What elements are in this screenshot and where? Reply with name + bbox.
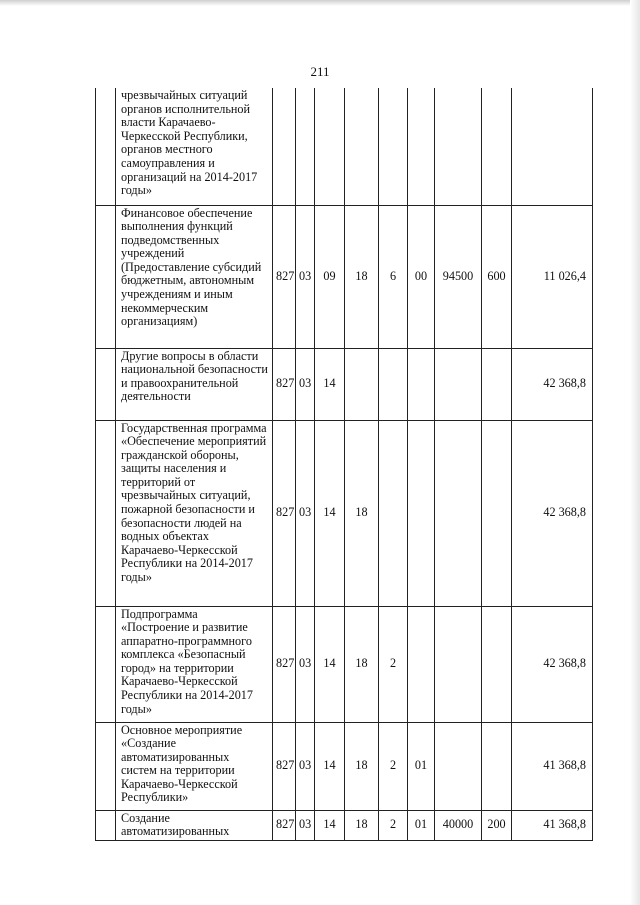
subprogram-code-cell: 2	[379, 810, 408, 840]
event-code-cell	[408, 606, 435, 722]
subprogram-code-cell	[379, 420, 408, 606]
ministry-code-cell: 827	[273, 722, 296, 810]
item-name-cell: Финансовое обеспечение выполнения функций подведомственных учреждений (Предоставление субсидий бюджетным, автономным учреждениям и иным некоммерческим организациям)	[116, 205, 273, 348]
direction-code-cell: 94500	[435, 205, 482, 348]
expense-type-cell	[482, 722, 512, 810]
table-row	[96, 810, 593, 840]
item-name-cell: Государственная программа «Обеспечение мероприятий гражданской обороны, защиты населения и территорий от чрезвычайных ситуаций, пожарной безопасности и безопасности людей на водных объектах Карачаево-Черкесской Республики на 2014-2017 годы»	[116, 420, 273, 606]
section-code-cell	[296, 88, 315, 205]
item-name-cell: Основное мероприятие «Создание автоматизированных систем на территории Карачаево-Черкесской Республики»	[116, 722, 273, 810]
row-number-cell	[96, 205, 116, 348]
ministry-code-cell: 827	[273, 420, 296, 606]
amount-cell: 42 368,8	[512, 420, 593, 606]
scan-edge-top	[0, 0, 640, 6]
subprogram-code-cell: 6	[379, 205, 408, 348]
expense-type-cell	[482, 606, 512, 722]
table-row	[96, 88, 593, 205]
ministry-code-cell: 827	[273, 810, 296, 840]
amount-cell: 42 368,8	[512, 606, 593, 722]
table-row	[96, 722, 593, 810]
program-code-cell: 18	[345, 606, 379, 722]
program-code-cell: 18	[345, 722, 379, 810]
event-code-cell	[408, 88, 435, 205]
subsection-code-cell: 14	[315, 420, 345, 606]
direction-code-cell	[435, 722, 482, 810]
event-code-cell: 01	[408, 722, 435, 810]
subprogram-code-cell	[379, 348, 408, 420]
section-code-cell: 03	[296, 606, 315, 722]
expense-type-cell	[482, 88, 512, 205]
item-name-cell: Подпрограмма «Построение и развитие аппаратно-программного комплекса «Безопасный город» на территории Карачаево-Черкесской Республики на 2014-2017 годы»	[116, 606, 273, 722]
subsection-code-cell: 14	[315, 810, 345, 840]
direction-code-cell	[435, 88, 482, 205]
subprogram-code-cell: 2	[379, 722, 408, 810]
item-name-cell: Другие вопросы в области национальной безопасности и правоохранительной деятельности	[116, 348, 273, 420]
row-number-cell	[96, 722, 116, 810]
subsection-code-cell: 09	[315, 205, 345, 348]
row-number-cell	[96, 810, 116, 840]
ministry-code-cell	[273, 88, 296, 205]
subsection-code-cell	[315, 88, 345, 205]
scan-edge-right	[630, 0, 640, 905]
item-name-cell: чрезвычайных ситуаций органов исполнительной власти Карачаево-Черкесской Республики, органов местного самоуправления и организаций на 2014-2017 годы»	[116, 88, 273, 205]
item-name-cell: Создание автоматизированных	[116, 810, 273, 840]
row-number-cell	[96, 88, 116, 205]
expense-type-cell: 600	[482, 205, 512, 348]
ministry-code-cell: 827	[273, 205, 296, 348]
section-code-cell: 03	[296, 348, 315, 420]
direction-code-cell	[435, 420, 482, 606]
table-row	[96, 348, 593, 420]
section-code-cell: 03	[296, 810, 315, 840]
direction-code-cell	[435, 606, 482, 722]
table-row	[96, 606, 593, 722]
table-row	[96, 205, 593, 348]
amount-cell: 42 368,8	[512, 348, 593, 420]
section-code-cell: 03	[296, 420, 315, 606]
expense-type-cell	[482, 348, 512, 420]
program-code-cell: 18	[345, 205, 379, 348]
row-number-cell	[96, 348, 116, 420]
subprogram-code-cell: 2	[379, 606, 408, 722]
event-code-cell: 00	[408, 205, 435, 348]
expense-type-cell	[482, 420, 512, 606]
amount-cell: 41 368,8	[512, 722, 593, 810]
row-number-cell	[96, 606, 116, 722]
event-code-cell	[408, 420, 435, 606]
event-code-cell	[408, 348, 435, 420]
ministry-code-cell: 827	[273, 348, 296, 420]
program-code-cell	[345, 348, 379, 420]
program-code-cell: 18	[345, 810, 379, 840]
subsection-code-cell: 14	[315, 722, 345, 810]
expense-type-cell: 200	[482, 810, 512, 840]
section-code-cell: 03	[296, 722, 315, 810]
ministry-code-cell: 827	[273, 606, 296, 722]
subprogram-code-cell	[379, 88, 408, 205]
amount-cell: 41 368,8	[512, 810, 593, 840]
subsection-code-cell: 14	[315, 606, 345, 722]
row-number-cell	[96, 420, 116, 606]
section-code-cell: 03	[296, 205, 315, 348]
amount-cell: 11 026,4	[512, 205, 593, 348]
page-number: 211	[310, 64, 330, 79]
program-code-cell	[345, 88, 379, 205]
amount-cell	[512, 88, 593, 205]
direction-code-cell	[435, 348, 482, 420]
direction-code-cell: 40000	[435, 810, 482, 840]
program-code-cell: 18	[345, 420, 379, 606]
table-row	[96, 420, 593, 606]
event-code-cell: 01	[408, 810, 435, 840]
budget-table	[95, 88, 593, 841]
subsection-code-cell: 14	[315, 348, 345, 420]
